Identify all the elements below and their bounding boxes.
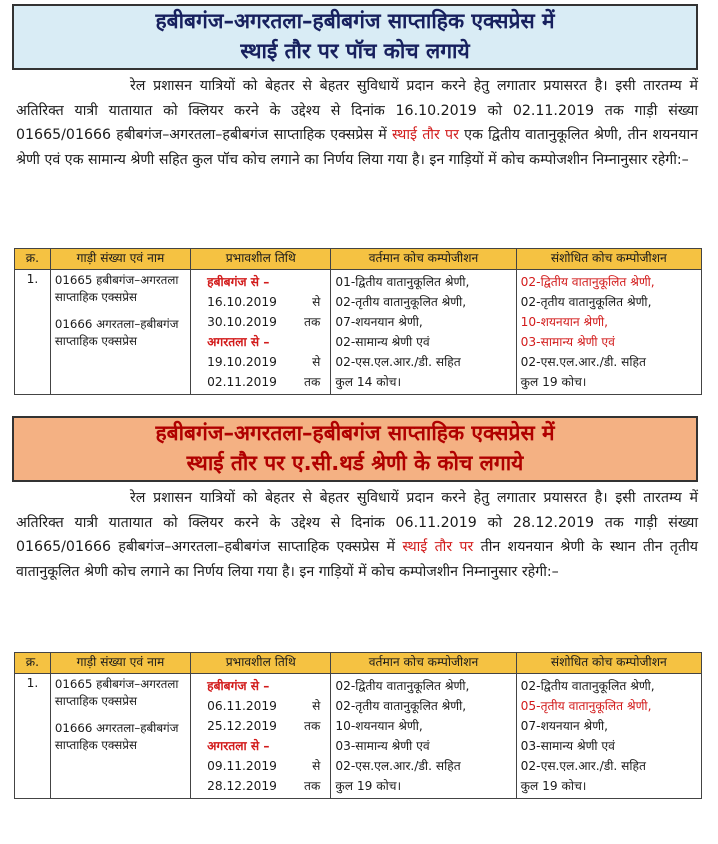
- col-revised-composition: संशोधित कोच कम्पोजीशन: [516, 653, 701, 674]
- word-b2: तक: [304, 375, 321, 389]
- section1-title-line2: स्थाई तौर पर पॉच कोच लगाये: [240, 39, 470, 63]
- section1-title-banner: [12, 4, 698, 70]
- train-cell: [50, 674, 190, 799]
- section2-title-line2: स्थाई तौर पर ए.सी.थर्ड श्रेणी के कोच लगाये: [186, 451, 524, 475]
- revised-line: 02-एस.एल.आर./डी. सहित: [520, 355, 646, 369]
- revised-line: 10-शयनयान श्रेणी,: [520, 315, 609, 329]
- section1-para-a: रेल प्रशासन यात्रियों को बेहतर से बेहतर सुविधायें प्रदान करने हेतु लगातार प्रयासरत है। इसी तारतम्य में अतिरिक्त यात्री यातायात को क्लियर करने के उद्देश्य से दिनांक 16.10.2019 को 02.11.2019 तक गाड़ी संख्या 01665/01666 हबीबगंज–अगरतला–हबीबगंज साप्ताहिक एक्सप्रेस में: [16, 78, 698, 143]
- current-composition-cell: [331, 674, 516, 799]
- revised-line: 02-द्वितीय वातानुकूलित श्रेणी,: [520, 679, 655, 693]
- col-serial: क्र.: [15, 653, 51, 674]
- train-a: 01665 हबीबगंज–अगरतला साप्ताहिक एक्सप्रेस: [54, 273, 179, 304]
- section2-para-a: रेल प्रशासन यात्रियों को बेहतर से बेहतर सुविधायें प्रदान करने हेतु लगातार प्रयासरत है। इसी तारतम्य में अतिरिक्त यात्री यातायात को क्लियर करने के उद्देश्य से दिनांक 06.11.2019 को 28.12.2019 तक गाड़ी संख्या 01665/01666 हबीबगंज–अगरतला–हबीबगंज साप्ताहिक एक्सप्रेस में: [16, 490, 698, 555]
- col-current-composition: वर्तमान कोच कम्पोजीशन: [331, 653, 516, 674]
- section1-coach-table: [14, 248, 702, 395]
- col-current-composition: वर्तमान कोच कम्पोजीशन: [331, 249, 516, 270]
- from-a: हबीबगंज से –: [207, 679, 270, 693]
- date-a1: 16.10.2019: [207, 295, 277, 309]
- revised-composition-cell: [516, 674, 701, 799]
- current-line: 02-तृतीय वातानुकूलित श्रेणी,: [335, 699, 467, 713]
- section2-title-line1: हबीबगंज–अगरतला–हबीबगंज साप्ताहिक एक्सप्रेस में: [155, 421, 555, 445]
- revised-line: 05-तृतीय वातानुकूलित श्रेणी,: [520, 699, 652, 713]
- col-train: गाड़ी संख्या एवं नाम: [50, 653, 190, 674]
- section2-paragraph: [16, 486, 698, 584]
- from-b: अगरतला से –: [207, 335, 270, 349]
- section2-para-b: तीन शयनयान श्रेणी के स्थान तीन तृतीय वातानुकूलित श्रेणी कोच लगाने का निर्णय लिया गया है। इन गाड़ियों में कोच कम्पोजशीन निम्नानुसार रहेगी:–: [16, 539, 698, 580]
- section1-para-b: एक द्वितीय वातानुकूलित श्रेणी, तीन शयनयान श्रेणी एवं एक सामान्य श्रेणी सहित कुल पॉच कोच लगाने का निर्णय लिया गया है। इन गाड़ियों में कोच कम्पोजशीन निम्नानुसार रहेगी:–: [16, 127, 698, 168]
- current-line: 03-सामान्य श्रेणी एवं: [335, 739, 430, 753]
- section2-title-banner: [12, 416, 698, 482]
- revised-line: कुल 19 कोच।: [520, 779, 587, 793]
- table-row: [15, 270, 702, 395]
- word-a1: से: [312, 295, 321, 309]
- word-b1: से: [312, 355, 321, 369]
- date-b2: 28.12.2019: [207, 779, 277, 793]
- word-b2: तक: [304, 779, 321, 793]
- current-line: 02-द्वितीय वातानुकूलित श्रेणी,: [335, 679, 470, 693]
- table-row: [15, 674, 702, 799]
- date-b1: 09.11.2019: [207, 759, 277, 773]
- word-a2: तक: [304, 315, 321, 329]
- col-serial: क्र.: [15, 249, 51, 270]
- section1-title-line1: हबीबगंज–अगरतला–हबीबगंज साप्ताहिक एक्सप्रेस में: [155, 9, 555, 33]
- train-b: 01666 अगरतला–हबीबगंज साप्ताहिक एक्सप्रेस: [54, 317, 179, 348]
- train-b: 01666 अगरतला–हबीबगंज साप्ताहिक एक्सप्रेस: [54, 721, 179, 752]
- serial-cell: 1.: [15, 270, 51, 395]
- train-a: 01665 हबीबगंज–अगरतला साप्ताहिक एक्सप्रेस: [54, 677, 179, 708]
- section2-para-highlight: स्थाई तौर पर: [402, 539, 474, 555]
- date-cell: [191, 674, 331, 799]
- from-a: हबीबगंज से –: [207, 275, 270, 289]
- current-line: 02-एस.एल.आर./डी. सहित: [335, 355, 461, 369]
- current-composition-cell: [331, 270, 516, 395]
- section2-coach-table: [14, 652, 702, 799]
- revised-line: 03-सामान्य श्रेणी एवं: [520, 739, 615, 753]
- table-header-row: [15, 653, 702, 674]
- current-line: कुल 19 कोच।: [335, 779, 402, 793]
- col-revised-composition: संशोधित कोच कम्पोजीशन: [516, 249, 701, 270]
- word-b1: से: [312, 759, 321, 773]
- current-line: 01-द्वितीय वातानुकूलित श्रेणी,: [335, 275, 470, 289]
- revised-line: 02-द्वितीय वातानुकूलित श्रेणी,: [520, 275, 655, 289]
- revised-line: 02-तृतीय वातानुकूलित श्रेणी,: [520, 295, 652, 309]
- date-a1: 06.11.2019: [207, 699, 277, 713]
- revised-line: कुल 19 कोच।: [520, 375, 587, 389]
- revised-composition-cell: [516, 270, 701, 395]
- current-line: 07-शयनयान श्रेणी,: [335, 315, 423, 329]
- revised-line: 03-सामान्य श्रेणी एवं: [520, 335, 615, 349]
- date-b2: 02.11.2019: [207, 375, 277, 389]
- col-effective-date: प्रभावशील तिथि: [191, 653, 331, 674]
- current-line: 02-सामान्य श्रेणी एवं: [335, 335, 430, 349]
- table-header-row: [15, 249, 702, 270]
- train-cell: [50, 270, 190, 395]
- section1-paragraph: [16, 74, 698, 172]
- word-a2: तक: [304, 719, 321, 733]
- section1-para-highlight: स्थाई तौर पर: [392, 127, 459, 143]
- date-a2: 30.10.2019: [207, 315, 277, 329]
- from-b: अगरतला से –: [207, 739, 270, 753]
- current-line: 02-तृतीय वातानुकूलित श्रेणी,: [335, 295, 467, 309]
- col-train: गाड़ी संख्या एवं नाम: [50, 249, 190, 270]
- date-a2: 25.12.2019: [207, 719, 277, 733]
- word-a1: से: [312, 699, 321, 713]
- current-line: 10-शयनयान श्रेणी,: [335, 719, 423, 733]
- revised-line: 07-शयनयान श्रेणी,: [520, 719, 609, 733]
- date-cell: [191, 270, 331, 395]
- col-effective-date: प्रभावशील तिथि: [191, 249, 331, 270]
- revised-line: 02-एस.एल.आर./डी. सहित: [520, 759, 646, 773]
- date-b1: 19.10.2019: [207, 355, 277, 369]
- current-line: 02-एस.एल.आर./डी. सहित: [335, 759, 461, 773]
- current-line: कुल 14 कोच।: [335, 375, 402, 389]
- serial-cell: 1.: [15, 674, 51, 799]
